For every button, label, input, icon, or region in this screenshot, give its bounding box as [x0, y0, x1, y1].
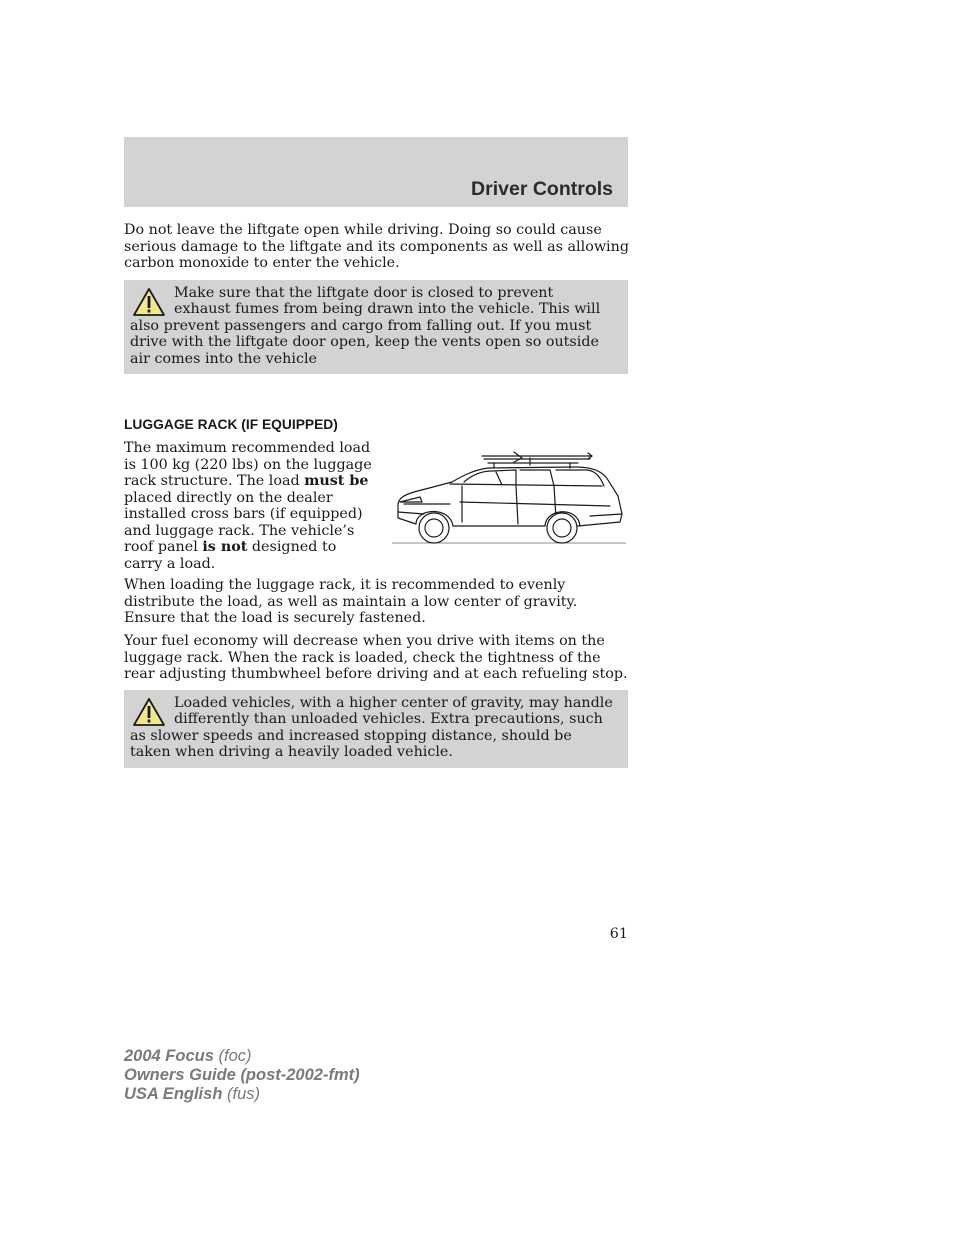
- section-heading-luggage-rack: LUGGAGE RACK (IF EQUIPPED): [124, 417, 338, 432]
- footer-language-code: (fus): [227, 1085, 260, 1103]
- warning-box-loaded-vehicles: [124, 690, 628, 768]
- warning-text-liftgate: Make sure that the liftgate door is closed to prevent exhaust fumes from being drawn into the vehicle. This will also prevent passengers and cargo from falling out. If you must drive with the liftgate door open, keep the vents open so outside air comes into the vehicle: [130, 285, 601, 367]
- footer-line-2: [124, 1066, 360, 1085]
- luggage-rack-paragraph-2: When loading the luggage rack, it is recommended to evenly distribute the load, as well as maintain a low center of gravity. Ensure that the load is securely fastened.: [124, 577, 578, 626]
- footer-line-1: [124, 1047, 360, 1066]
- para1-text-c: designed to carry a load.: [124, 539, 337, 572]
- para1-bold-must-be: must be: [304, 473, 369, 489]
- warning-text-loaded-vehicles: Loaded vehicles, with a higher center of gravity, may handle differently than unloaded vehicles. Extra precautions, such as slower speeds and increased stopping distance, should be taken when driving a heavily loaded vehicle.: [130, 695, 613, 761]
- car-with-luggage-rack-illustration: [390, 448, 628, 548]
- warning-box-liftgate: [124, 280, 628, 374]
- intro-paragraph: Do not leave the liftgate open while driving. Doing so could cause serious damage to the liftgate and its components as well as allowing carbon monoxide to enter the vehicle.: [124, 222, 629, 271]
- warning-triangle-icon: [132, 287, 166, 317]
- para1-bold-is-not: is not: [202, 539, 248, 555]
- footer-model-code: (foc): [218, 1047, 252, 1065]
- document-footer: [124, 1047, 360, 1104]
- page-title: Driver Controls: [471, 178, 613, 200]
- luggage-rack-paragraph-1: [124, 440, 378, 572]
- footer-model: 2004 Focus: [124, 1047, 214, 1065]
- section-header-band: [124, 137, 628, 207]
- para1-text-b: placed directly on the dealer installed cross bars (if equipped) and luggage rack. The vehicle’s roof panel: [124, 489, 363, 555]
- luggage-rack-paragraph-3: Your fuel economy will decrease when you drive with items on the luggage rack. When the rack is loaded, check the tightness of the rear adjusting thumbwheel before driving and at each refueling stop.: [124, 633, 628, 682]
- page-number: 61: [609, 926, 628, 942]
- para1-text-a: The maximum recommended load is 100 kg (220 lbs) on the luggage rack structure. The load: [124, 440, 372, 489]
- warning-triangle-icon: [132, 697, 166, 727]
- footer-line-3: [124, 1085, 360, 1104]
- footer-language: USA English: [124, 1085, 223, 1103]
- footer-guide: Owners Guide (post-2002-fmt): [124, 1066, 360, 1084]
